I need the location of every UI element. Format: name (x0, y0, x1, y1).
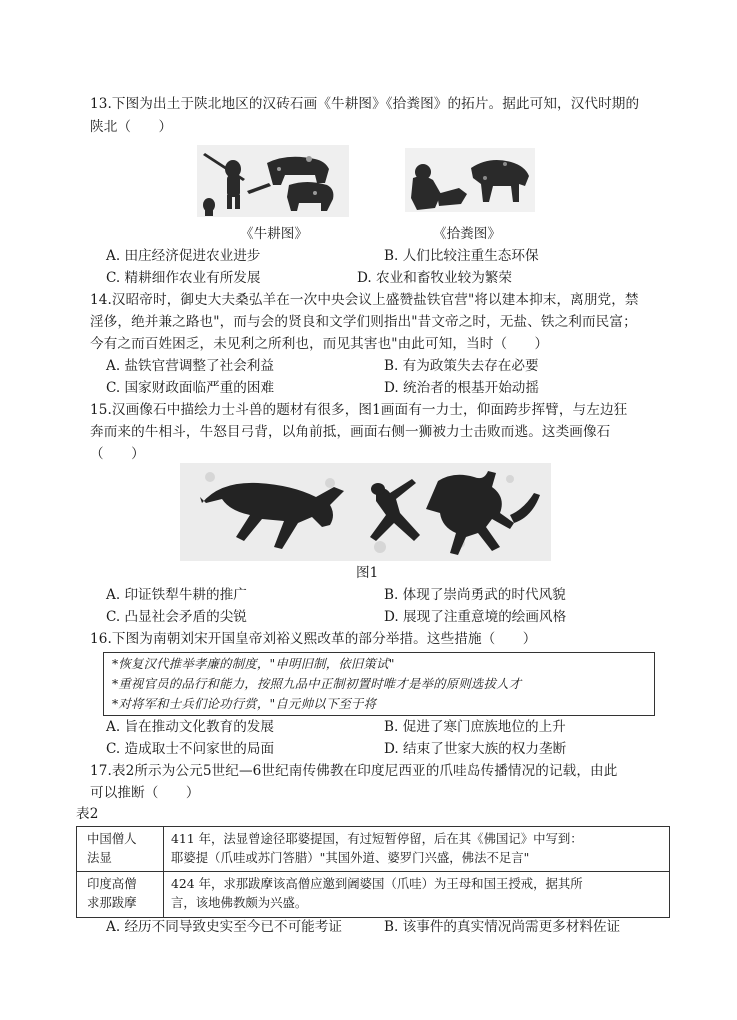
table2 (76, 826, 670, 918)
q15-option-a[interactable]: A. 印证铁犁牛耕的推广 (106, 587, 247, 603)
q16-option-d[interactable]: D. 结束了世家大族的权力垄断 (384, 741, 567, 757)
q14-stem-line2: 淫侈，绝并兼之路也"，而与会的贤良和文学们则指出"昔文帝之时，无盐、铁之利而民富； (90, 314, 637, 330)
dung-collecting-caption: 《拾粪图》 (433, 226, 501, 242)
strongman-fighting-beasts-rubbing-image (180, 463, 551, 561)
q17-option-a[interactable]: A. 经历不同导致史实至今已不可能考证 (106, 919, 342, 935)
q15-stem-line3: （ ） (90, 446, 145, 462)
q16-option-a[interactable]: A. 旨在推动文化教育的发展 (106, 719, 274, 735)
q13-option-a[interactable]: A. 田庄经济促进农业进步 (106, 248, 261, 264)
q15-option-c[interactable]: C. 凸显社会矛盾的尖锐 (106, 609, 247, 625)
table2-r2-c2-line1: 424 年，求那跋摩该高僧应邀到阇婆国（爪哇）为王母和国王授戒，据其所 (171, 876, 583, 891)
q14-stem-line3: 今有之而百姓困乏，未见利之所利也，而见其害也"由此可知，当时（ ） (90, 336, 549, 352)
q16-option-b[interactable]: B. 促进了寒门庶族地位的上升 (384, 719, 566, 735)
q17-option-b[interactable]: B. 该事件的真实情况尚需更多材料佐证 (384, 919, 621, 935)
q13-option-b[interactable]: B. 人们比较注重生态环保 (384, 248, 539, 264)
q13-stem-line1: 13.下图为出土于陕北地区的汉砖石画《牛耕图》《拾粪图》的拓片。据此可知，汉代时期的 (90, 96, 640, 112)
q16-material-line2: *重视官员的品行和能力，按照九品中正制初置时唯才是举的原则选拔人才 (112, 676, 522, 691)
q16-material-box (103, 652, 655, 716)
table2-r1-c1-line1: 中国僧人 (87, 831, 137, 846)
q16-material-line1: *恢复汉代推举孝廉的制度，"申明旧制，依旧策试" (112, 656, 395, 671)
table2-r2-c2-line2: 言，该地佛教颇为兴盛。 (171, 895, 308, 910)
q14-option-c[interactable]: C. 国家财政面临严重的困难 (106, 380, 275, 396)
q15-stem-line2: 奔而来的牛相斗，牛怒目弓背，以角前抵，画面右侧一狮被力士击败而逃。这类画像石 (90, 424, 611, 440)
table2-r2-c1-line1: 印度高僧 (87, 876, 137, 891)
table2-r1-c2-line2: 耶婆提（爪哇或苏门答腊）"其国外道、婆罗门兴盛，佛法不足言" (171, 850, 530, 865)
q13-option-c[interactable]: C. 精耕细作农业有所发展 (106, 270, 261, 286)
ox-plowing-caption: 《牛耕图》 (240, 226, 308, 242)
q14-option-b[interactable]: B. 有为政策失去存在必要 (384, 358, 539, 374)
table2-label: 表2 (76, 806, 99, 822)
q13-stem-line2: 陕北（ ） (90, 119, 173, 135)
q17-stem-line1: 17.表2所示为公元5世纪—6世纪南传佛教在印度尼西亚的爪哇岛传播情况的记载，由此 (90, 763, 618, 779)
q16-material-line3: *对将军和士兵们论功行赏，"自元帅以下至于将 (112, 696, 377, 711)
q15-option-b[interactable]: B. 体现了崇尚勇武的时代风貌 (384, 587, 566, 603)
ox-plowing-rubbing-image (197, 145, 349, 217)
q15-stem-line1: 15.汉画像石中描绘力士斗兽的题材有很多，图1画面有一力士，仰面跨步挥臂，与左边狂 (90, 402, 628, 418)
table2-r1-c2-line1: 411 年，法显曾途径耶婆提国，有过短暂停留，后在其《佛国记》中写到： (171, 831, 583, 846)
figure1-caption: 图1 (356, 565, 379, 581)
q16-option-c[interactable]: C. 造成取士不问家世的局面 (106, 741, 275, 757)
q13-option-d[interactable]: D. 农业和畜牧业较为繁荣 (357, 270, 512, 286)
q16-stem-line1: 16.下图为南朝刘宋开国皇帝刘裕义熙改革的部分举措。这些措施（ ） (90, 631, 537, 647)
q14-option-a[interactable]: A. 盐铁官营调整了社会利益 (106, 358, 274, 374)
q14-option-d[interactable]: D. 统治者的根基开始动摇 (384, 380, 539, 396)
q17-stem-line2: 可以推断（ ） (90, 785, 200, 801)
q15-option-d[interactable]: D. 展现了注重意境的绘画风格 (384, 609, 567, 625)
table2-r2-c1-line2: 求那跋摩 (87, 895, 137, 910)
dung-collecting-rubbing-image (405, 148, 535, 212)
q14-stem-line1: 14.汉昭帝时，御史大夫桑弘羊在一次中央会议上盛赞盐铁官营"将以建本抑末，离朋党，禁 (90, 292, 639, 308)
table2-r1-c1-line2: 法显 (87, 850, 112, 865)
